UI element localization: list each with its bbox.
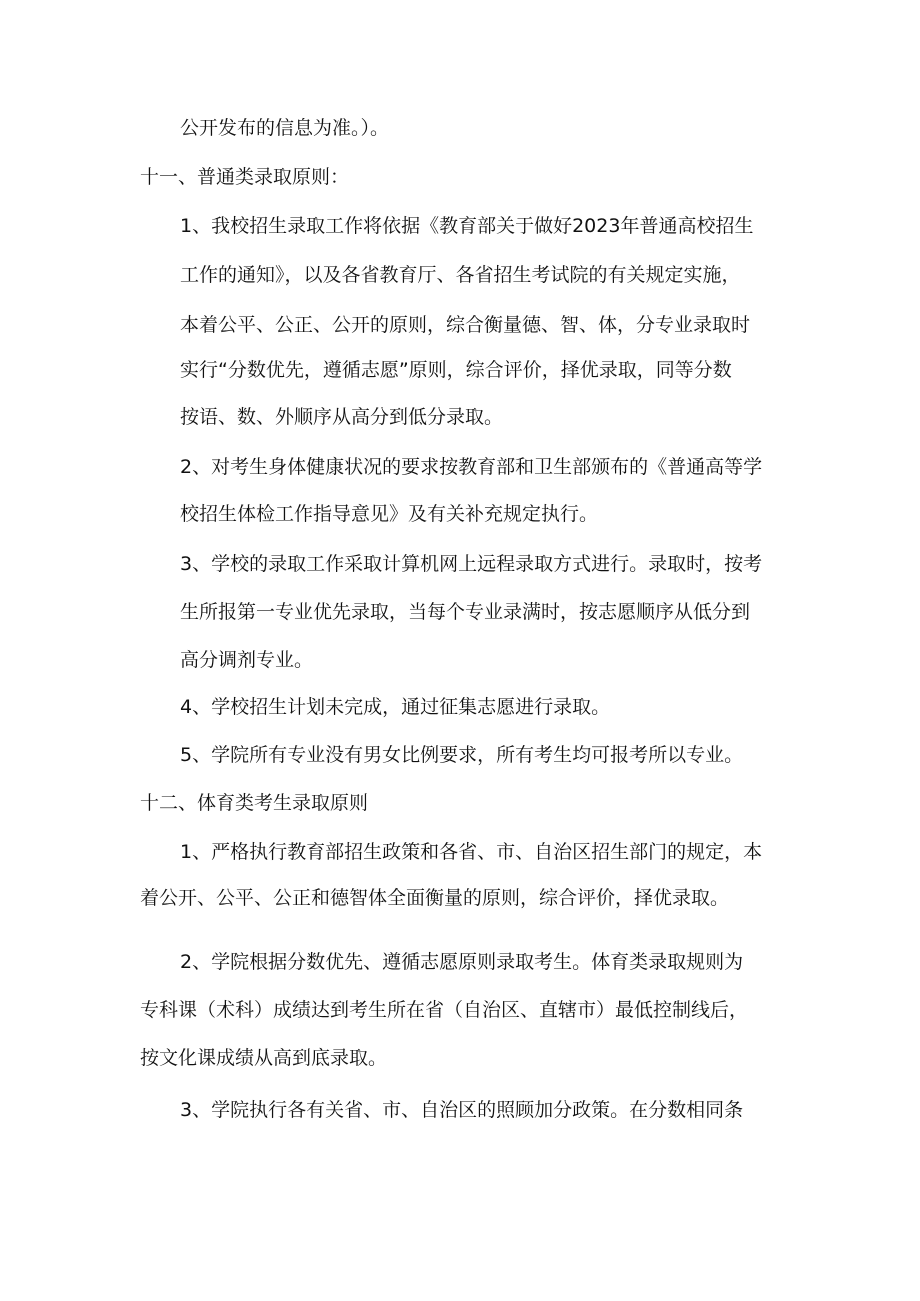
text-line: 校招生体检工作指导意见》及有关补充规定执行。 — [180, 503, 599, 525]
section-heading: 十二、体育类考生录取原则 — [140, 792, 369, 814]
text-line: 3、学院执行各有关省、市、自治区的照顾加分政策。在分数相同条 — [180, 1099, 744, 1121]
text-line: 着公开、公平、公正和德智体全面衡量的原则，综合评价，择优录取。 — [140, 887, 730, 909]
text-line: 公开发布的信息为准。）。 — [180, 117, 390, 139]
text-line: 按文化课成绩从高到底录取。 — [140, 1047, 388, 1069]
text-line: 5、学院所有专业没有男女比例要求，所有考生均可报考所以专业。 — [180, 744, 744, 766]
text-line: 2、对考生身体健康状况的要求按教育部和卫生部颁布的《普通高等学 — [180, 456, 763, 478]
text-line: 1、我校招生录取工作将依据《教育部关于做好2023年普通高校招生 — [180, 215, 754, 237]
text-line: 4、学校招生计划未完成，通过征集志愿进行录取。 — [180, 696, 611, 718]
text-line: 本着公平、公正、公开的原则，综合衡量德、智、体，分专业录取时 — [180, 314, 751, 336]
text-line: 2、学院根据分数优先、遵循志愿原则录取考生。体育类录取规则为 — [180, 951, 744, 973]
text-line: 高分调剂专业。 — [180, 649, 314, 671]
section-heading: 十一、普通类录取原则： — [140, 166, 350, 188]
text-line: 生所报第一专业优先录取，当每个专业录满时，按志愿顺序从低分到 — [180, 601, 751, 623]
text-line: 专科课（术科）成绩达到考生所在省（自治区、直辖市）最低控制线后， — [140, 999, 749, 1021]
text-line: 实行“分数优先，遵循志愿”原则，综合评价，择优录取，同等分数 — [180, 359, 732, 381]
text-line: 1、严格执行教育部招生政策和各省、市、自治区招生部门的规定，本 — [180, 841, 763, 863]
text-line: 3、学校的录取工作采取计算机网上远程录取方式进行。录取时，按考 — [180, 553, 763, 575]
text-line: 工作的通知》，以及各省教育厅、各省招生考试院的有关规定实施， — [180, 264, 741, 286]
text-line: 按语、数、外顺序从高分到低分录取。 — [180, 406, 504, 428]
